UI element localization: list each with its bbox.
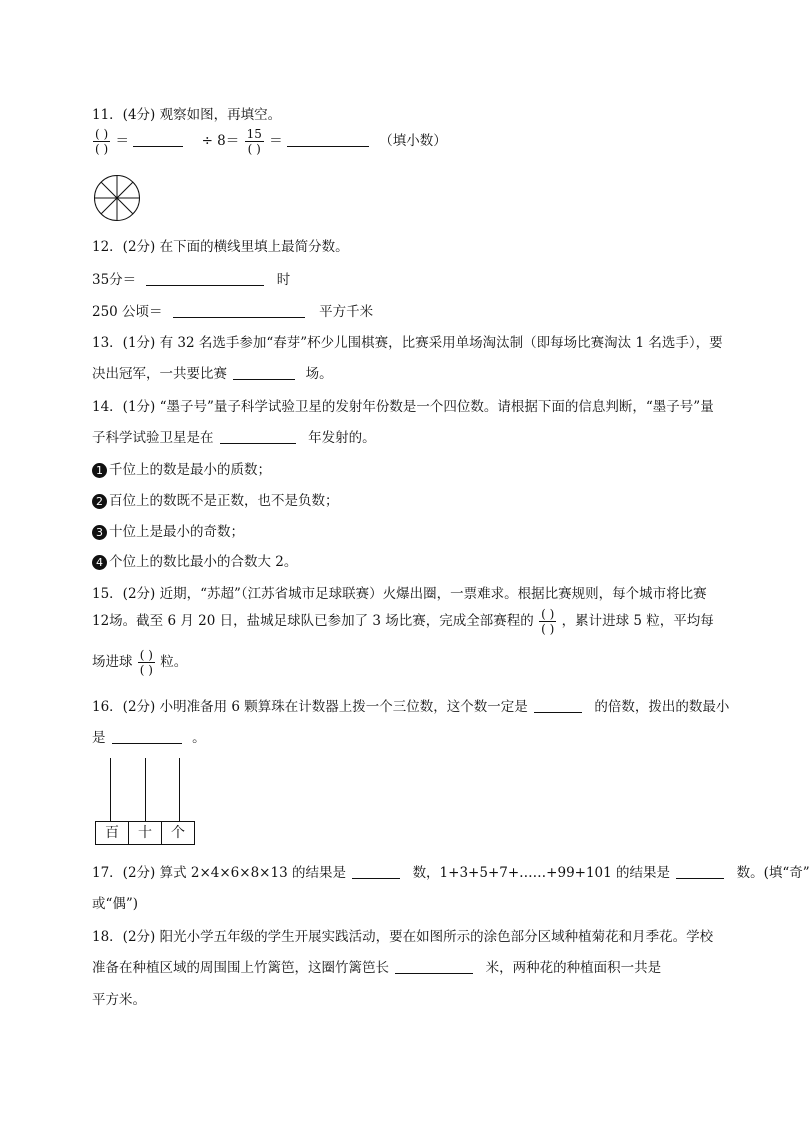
abacus-counter	[95, 758, 195, 846]
q14-line-1: 14．(1分) “墨子号”量子科学试验卫星的发射年份数是一个四位数。请根据下面的信息判断，“墨子号”量	[92, 399, 714, 415]
q18-line-3: 平方米。	[92, 992, 146, 1008]
q13-line-1: 13．(1分) 有 32 名选手参加“春芽”杯少儿围棋赛，比赛采用单场淘汰制（即每场比赛淘汰 1 名选手），要	[92, 335, 723, 351]
q13-blank[interactable]	[233, 365, 295, 380]
circled-number-1: 1	[92, 463, 107, 478]
q16-blank-1[interactable]	[534, 698, 582, 713]
circled-number-2: 2	[92, 494, 107, 509]
q11-equation: $\frac{( )}{( )}$ ＝ ÷ 8＝ $\frac{15}{( )}$ ＝ （填小数）	[95, 127, 447, 156]
q15-line-2: 12场。截至 6 月 20 日，盐城足球队已参加了 3 场比赛，完成全部赛程的 $\frac{( )}{( )}$ ，累计进球 5 粒，平均每	[92, 607, 714, 636]
q12-title: 12．(2分) 在下面的横线里填上最简分数。	[92, 239, 349, 255]
q16-line-1: 16．(2分) 小明准备用 6 颗算珠在计数器上拨一个三位数，这个数一定是 的倍数，拨出的数最小	[92, 699, 730, 715]
abacus-rod-ones	[179, 758, 180, 822]
q18-line-2: 准备在种植区域的周围围上竹篱笆，这圈竹篱笆长 米，两种花的种植面积一共是	[92, 960, 662, 976]
q17-blank-2[interactable]	[676, 864, 724, 879]
circled-number-4: 4	[92, 555, 107, 570]
abacus-base	[95, 821, 195, 845]
q17-line-2: 或“偶”)	[92, 896, 139, 912]
circle-figure	[93, 174, 141, 222]
q12-blank-1[interactable]	[146, 271, 264, 286]
q16-line-2: 是 。	[92, 730, 206, 746]
q18-line-1: 18．(2分) 阳光小学五年级的学生开展实践活动，要在如图所示的涂色部分区域种植菊花和月季花。学校	[92, 929, 714, 945]
q17-line-1: 17．(2分) 算式 2×4×6×8×13 的结果是 数，1+3+5+7+……+99+101 的结果是 数。(填“奇”	[92, 865, 810, 881]
q15-fraction-1: $\frac{( )}{( )}$	[541, 607, 555, 636]
abacus-label-tens: 十	[128, 821, 162, 845]
abacus-label-ones: 个	[161, 821, 195, 845]
q17-blank-1[interactable]	[352, 864, 400, 879]
q15-line-1: 15．(2分) 近期，“苏超”（江苏省城市足球联赛）火爆出圈，一票难求。根据比赛规则，每个城市将比赛	[92, 586, 707, 602]
q11-blank-2[interactable]	[287, 132, 369, 147]
q15-fraction-2: $\frac{( )}{( )}$	[139, 648, 153, 677]
q11-fraction-2: $\frac{15}{( )}$	[246, 127, 262, 156]
q14-clue-2: 2 百位上的数既不是正数，也不是负数；	[92, 489, 339, 509]
q14-line-2: 子科学试验卫星是在 年发射的。	[92, 430, 376, 446]
q12-line-1: 35分＝ 时	[92, 272, 291, 288]
q18-blank[interactable]	[395, 959, 473, 974]
abacus-label-hundreds: 百	[95, 821, 129, 845]
q15-line-3: 场进球 $\frac{( )}{( )}$ 粒。	[92, 648, 188, 677]
abacus-rod-hundreds	[110, 758, 111, 822]
circled-number-3: 3	[92, 525, 107, 540]
q11-title: 11．(4分) 观察如图，再填空。	[92, 107, 282, 123]
q11-fraction-1: $\frac{( )}{( )}$	[95, 127, 109, 156]
q13-line-2: 决出冠军，一共要比赛 场。	[92, 366, 333, 382]
q11-blank-1[interactable]	[133, 132, 183, 147]
abacus-rod-tens	[145, 758, 146, 822]
q16-blank-2[interactable]	[112, 729, 182, 744]
q14-clue-3: 3 十位上是最小的奇数；	[92, 520, 244, 540]
q14-blank[interactable]	[220, 429, 296, 444]
q12-line-2: 250 公顷＝ 平方千米	[92, 304, 374, 320]
q14-clue-1: 1 千位上的数是最小的质数；	[92, 458, 271, 478]
q12-blank-2[interactable]	[173, 303, 305, 318]
q14-clue-4: 4 个位上的数比最小的合数大 2。	[92, 550, 297, 570]
